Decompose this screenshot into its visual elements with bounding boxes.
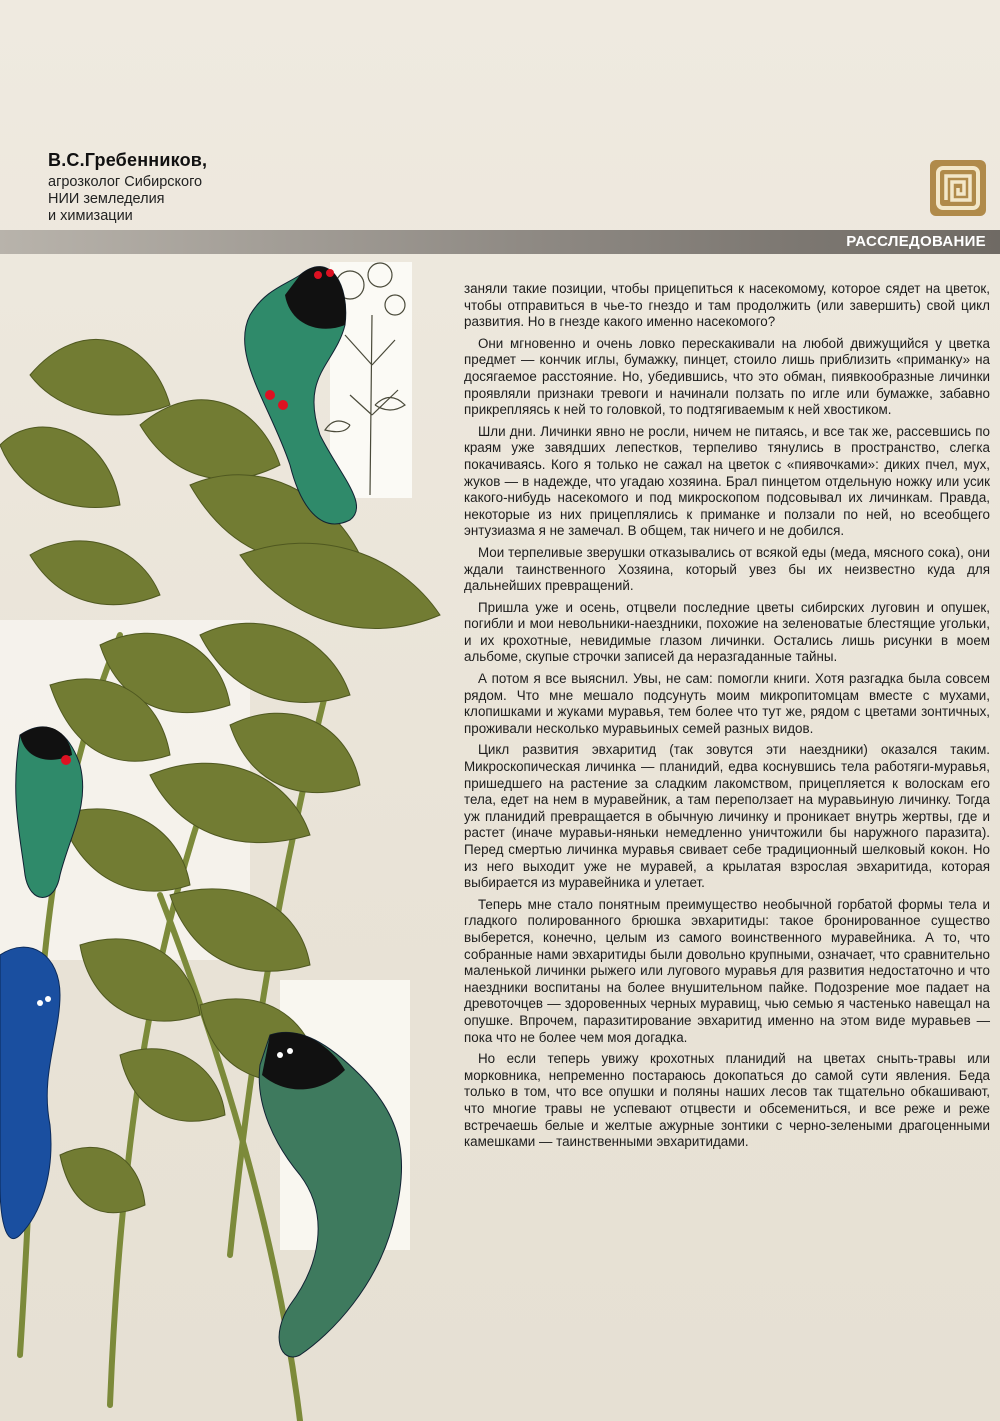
article-paragraph: Шли дни. Личинки явно не росли, ничем не питаясь, и все так же, рассевшись по краям уже завядших лепестков, терпеливо тянулись в пространство, слегка покачиваясь. Кого я только не сажал на цветок с «пиявочками»: диких пчел, мух, жуков — в надежде, что угадаю хозяина. Брал пинцетом отдельную ножку или усик какого-нибудь насекомого и под микроскопом подсовывал их личинкам. Правда, некоторые из них прицеплялись к приманке и ползали по ней, но всеобщего энтузиазма я не замечал. В общем, так ничего и не добился. [464,423,990,539]
article-body [464,281,990,1156]
article-paragraph: А потом я все выяснил. Увы, не сам: помогли книги. Хотя разгадка была совсем рядом. Что мне мешало подсунуть моим микропитомцам вместе с мухами, клопишками и жуками муравья, тем более что тут же, рядом с цветами зонтичных, проживали несколько муравьиных семей разных видов. [464,671,990,736]
blue-larva [0,947,60,1238]
author-name: В.С.Гребенников, [48,150,208,170]
article-paragraph: заняли такие позиции, чтобы прицепиться к насекомому, которое сядет на цветок, чтобы отправиться в чье-то гнездо и там продолжить (или завершить) свой цикл развития. Но в гнезде какого именно насекомого? [464,281,990,330]
article-paragraph: Теперь мне стало понятным преимущество необычной горбатой формы тела и гладкого полированного брюшка эвхаритиды: такое бронированное существо выберется, конечно, целым из самого воинственного муравейника. А то, что собранные нами эвхаритиды были довольно крупными, означает, что сравнительно маленькой личинки рыжего или лугового муравья для развития недостаточно и что наездники воспитаны на более внушительном пайке. Подозрение мое падает на древоточцев — здоровенных черных муравищ, чью семью я частенько навещал на опушке. Впрочем, паразитирование эвхаритид именно на этом виде муравьев — пока что не более чем моя догадка. [464,896,990,1045]
article-paragraph: Пришла уже и осень, отцвели последние цветы сибирских луговин и опушек, погибли и мои невольники-наездники, похожие на зеленоватые блестящие угольки, и их крохотные, невидимые глазом личинки. Остались лишь рисунки в моем альбоме, скупые строчки записей да неразгаданные тайны. [464,599,990,665]
author-block [48,150,248,225]
section-label: РАССЛЕДОВАНИЕ [846,233,986,250]
article-paragraph: Но если теперь увижу крохотных планидий на цветах сныть-травы или морковника, непременно постараюсь докопаться до самой сути явления. Беда только в том, что все опушки и поляны наших лесов так тщательно обкашивают, что многие травы не успевают отцвести и обсемениться, и все реже и реже встречаешь белые и желтые ажурные зонтики с черно-зелеными драгоценными камешками — таинственными эвхаритидами. [464,1051,990,1150]
plant-illustration [0,255,470,1421]
author-affiliation: агрозколог Сибирского НИИ земледелия и химизации [48,174,203,224]
article-paragraph: Мои терпеливые зверушки отказывались от всякой еды (меда, мясного сока), они ждали таинственного Хозяина, который увез бы их неизвестно куда для дальнейших превращений. [464,544,990,594]
article-paragraph: Они мгновенно и очень ловко перескакивали на любой движущийся у цветка предмет — кончик иглы, бумажку, пинцет, стоило лишь приблизить «приманку» на досягаемое расстояние. Но, убедившись, что это обман, пиявкообразные личинки проявляли признаки тревоги и начинали ползать по игле или бумажке, забавно прикрепляясь к ней то головкой, то подтягиваемым к ней хвостиком. [464,335,990,418]
spiral-logo-icon [930,160,986,216]
section-band [0,230,1000,254]
article-paragraph: Цикл развития эвхаритид (так зовутся эти наездники) оказался таким. Микроскопическая личинка — планидий, едва коснувшись тела работяги-муравья, пришедшего на растение за сладким лакомством, прицепляется к волоскам его тела, едет на нем в муравейник, а там переползает на муравьиную личинку. Тогда уж планидий превращается в обычную личинку и проникает внутрь жертвы, где и растет (иначе муравьи-няньки немедленно уничтожили бы наружного паразита). Перед смертью личинка муравья свивает себе традиционный шелковый кокон. Но из него выходит уже не муравей, а крылатая взрослая эвхаритида, которая выбирается из муравейника и улетает. [464,742,990,891]
